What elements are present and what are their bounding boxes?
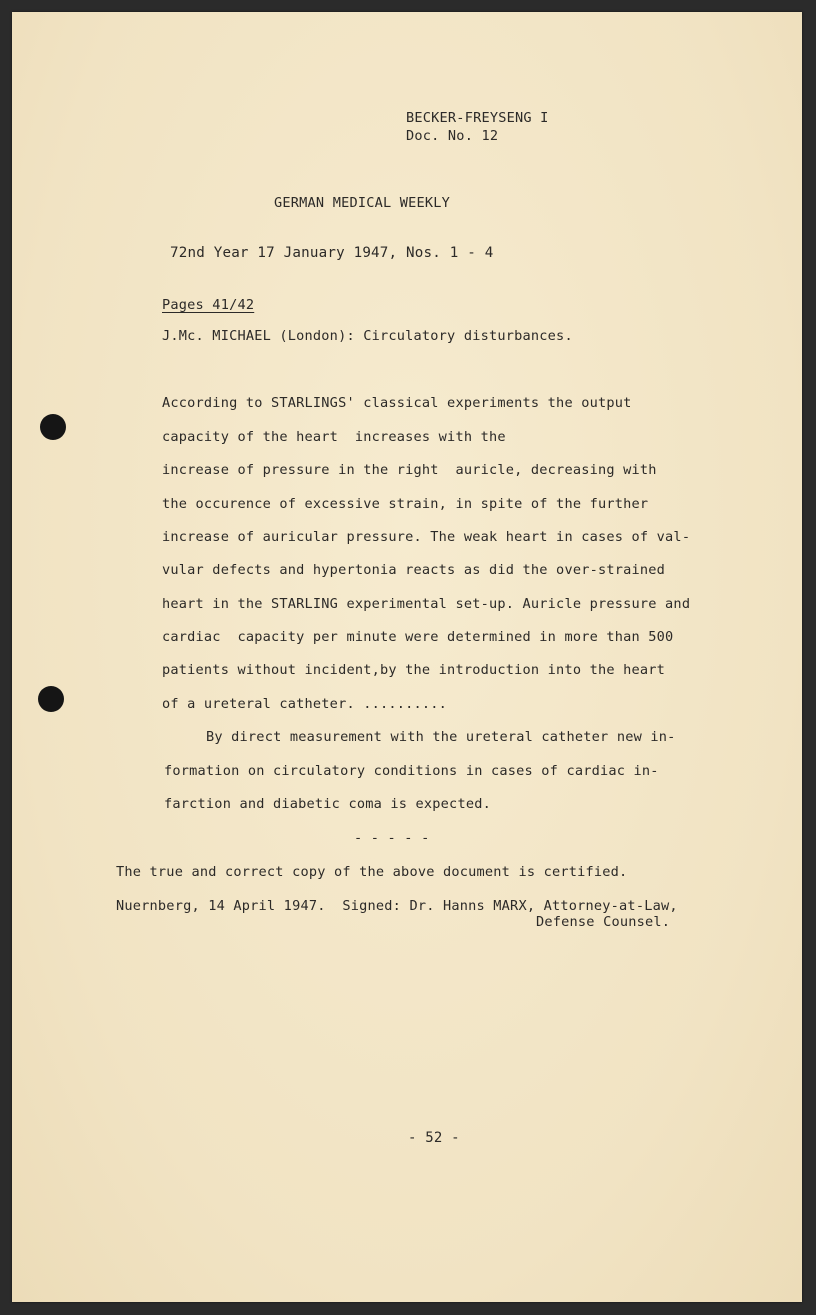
certification-role: Defense Counsel. [536,914,671,930]
certification-statement: The true and correct copy of the above document is certified. [116,864,628,880]
paragraph-line: According to STARLINGS' classical experiments the output [162,395,632,411]
paragraph-line: cardiac capacity per minute were determined in more than 500 [162,629,674,645]
punch-hole [38,686,64,712]
section-separator: - - - - - [354,830,430,846]
doc-header-defendant: BECKER-FREYSENG I [406,110,549,126]
article-author-title: J.Mc. MICHAEL (London): Circulatory disturbances. [162,328,573,344]
paragraph-line: capacity of the heart increases with the [162,429,506,445]
paragraph-line: heart in the STARLING experimental set-up. Auricle pressure and [162,596,691,612]
paragraph-line: the occurence of excessive strain, in spite of the further [162,496,649,512]
paragraph-line: increase of auricular pressure. The weak heart in cases of val- [162,529,691,545]
paragraph-line: By direct measurement with the ureteral catheter new in- [206,729,676,745]
paragraph-line: increase of pressure in the right auricle, decreasing with [162,462,657,478]
paragraph-line: patients without incident,by the introduction into the heart [162,662,666,678]
publication-issue: 72nd Year 17 January 1947, Nos. 1 - 4 [170,245,494,261]
page-number: - 52 - [408,1130,460,1146]
article-pages: Pages 41/42 [162,297,255,313]
certification-signature: Nuernberg, 14 April 1947. Signed: Dr. Hanns MARX, Attorney-at-Law, [116,898,678,914]
paragraph-line: of a ureteral catheter. .......... [162,696,448,712]
doc-header-number: Doc. No. 12 [406,128,499,144]
paragraph-line: formation on circulatory conditions in cases of cardiac in- [164,763,659,779]
paragraph-line: farction and diabetic coma is expected. [164,796,491,812]
document-page [12,12,802,1302]
punch-hole [40,414,66,440]
publication-title: GERMAN MEDICAL WEEKLY [274,195,451,211]
paragraph-line: vular defects and hypertonia reacts as did the over-strained [162,562,666,578]
